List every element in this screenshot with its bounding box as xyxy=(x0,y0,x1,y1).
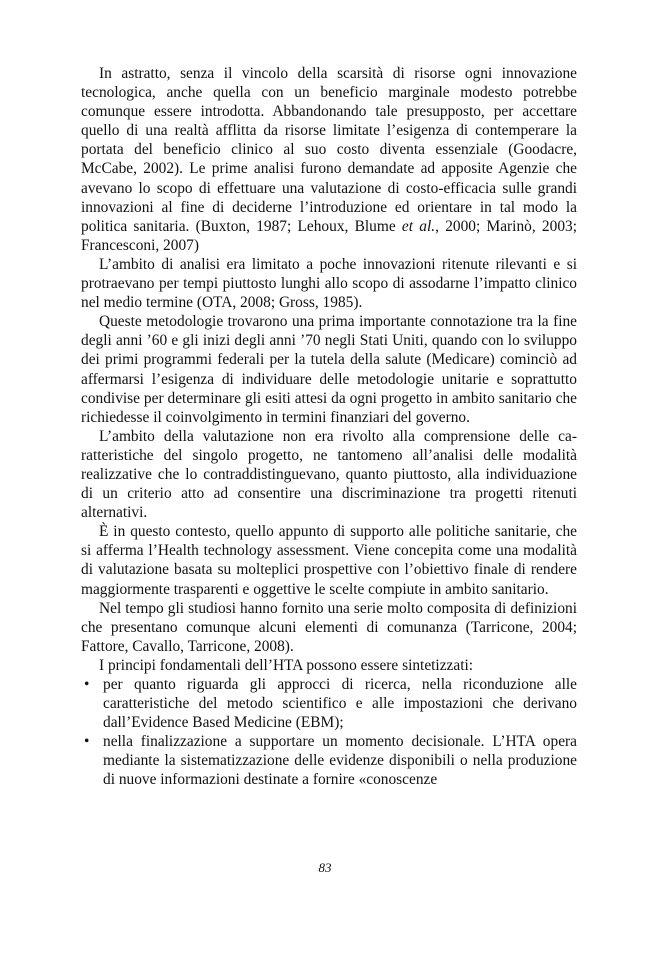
list-item xyxy=(81,675,577,732)
bullet-icon: • xyxy=(84,733,90,751)
paragraph-4: L’ambito della valutazione non era rivolto alla comprensione delle caratteristiche del singolo progetto, ne tantomeno all’analisi delle modalità realizzative che lo contraddistinguevano, quanto piuttosto, alla individuazione di un criterio atto ad consentire una discriminazione tra progetti ritenuti alternativi. xyxy=(81,427,577,522)
paragraph-1: In astratto, senza il vincolo della scarsità di risorse ogni innovazione tecnologica, anche quella con un beneficio marginale modesto potrebbe comunque essere introdotta. Abbandonando tale presupposto, per accettare quello di una realtà afflitta da risorse limitate l’esigenza di contemperare la portata del beneficio clinico al suo costo diventa essenziale (Goodacre, McCabe, 2002). Le prime analisi furono demandate ad apposite Agenzie che avevano lo scopo di effettuare una valutazione di costo-efficacia sulle grandi innovazioni al fine di deciderne l’introduzione ed orientare in tal modo la politica sanitaria. (Buxton, 1987; Lehoux, Blume et al., 2000; Marinò, 2003; Francesconi, 2007) xyxy=(81,65,577,254)
paragraph-5: È in questo contesto, quello appunto di supporto alle politiche sanitarie, che si afferma l’Health technology assessment. Viene concepita come una modalità di valutazione basata su molteplici prospettive con l’obiettivo finale di rendere maggiormente trasparenti e oggettive le scelte compiute in ambito sanitario. xyxy=(81,523,577,598)
paragraph-7: I principi fondamentali dell’HTA possono essere sintetizzati: xyxy=(99,656,474,674)
page-number: 83 xyxy=(318,860,332,875)
paragraph-2: L’ambito di analisi era limitato a poche innovazioni ritenute rilevanti e si protraevano per tempi piuttosto lunghi allo scopo di assodarne l’impatto clinico nel medio termine (OTA, 2008; Gross, 1985). xyxy=(81,255,577,312)
list-item-text: per quanto riguarda gli approcci di ricerca, nella riconduzione alle caratteristiche del metodo scientifico e alle impostazioni che derivano dall’Evidence Based Medicine (EBM); xyxy=(103,676,577,732)
page-body xyxy=(81,64,577,790)
list-item xyxy=(81,732,577,789)
paragraph-3: Queste metodologie trovarono una prima importante connotazione tra la fine degli anni ’60 e gli inizi degli anni ’70 negli Stati Uniti, quando con lo sviluppo dei primi programmi federali per la tutela della salute (Medicare) cominciò ad affermarsi l’esigenza di individuare delle metodologie unitarie e soprattutto condivise per determinare gli esiti attesi da ogni progetto in ambito sanitario che richiedesse il coinvolgimento in termini finanziari del governo. xyxy=(81,313,577,426)
paragraph-6: Nel tempo gli studiosi hanno fornito una serie molto composita di definizioni che presentano comunque alcuni elementi di comunanza (Tarricone, 2004; Fattore, Cavallo, Tarricone, 2008). xyxy=(81,599,577,655)
bullet-icon: • xyxy=(84,676,90,693)
principles-list xyxy=(81,675,577,790)
list-item-text: nella finalizzazione a supportare un momento decisionale. L’HTA opera mediante la sistematizzazione delle evidenze disponibili o nella produzione di nuove informazioni destinate a fornire «conoscenze xyxy=(103,733,577,789)
